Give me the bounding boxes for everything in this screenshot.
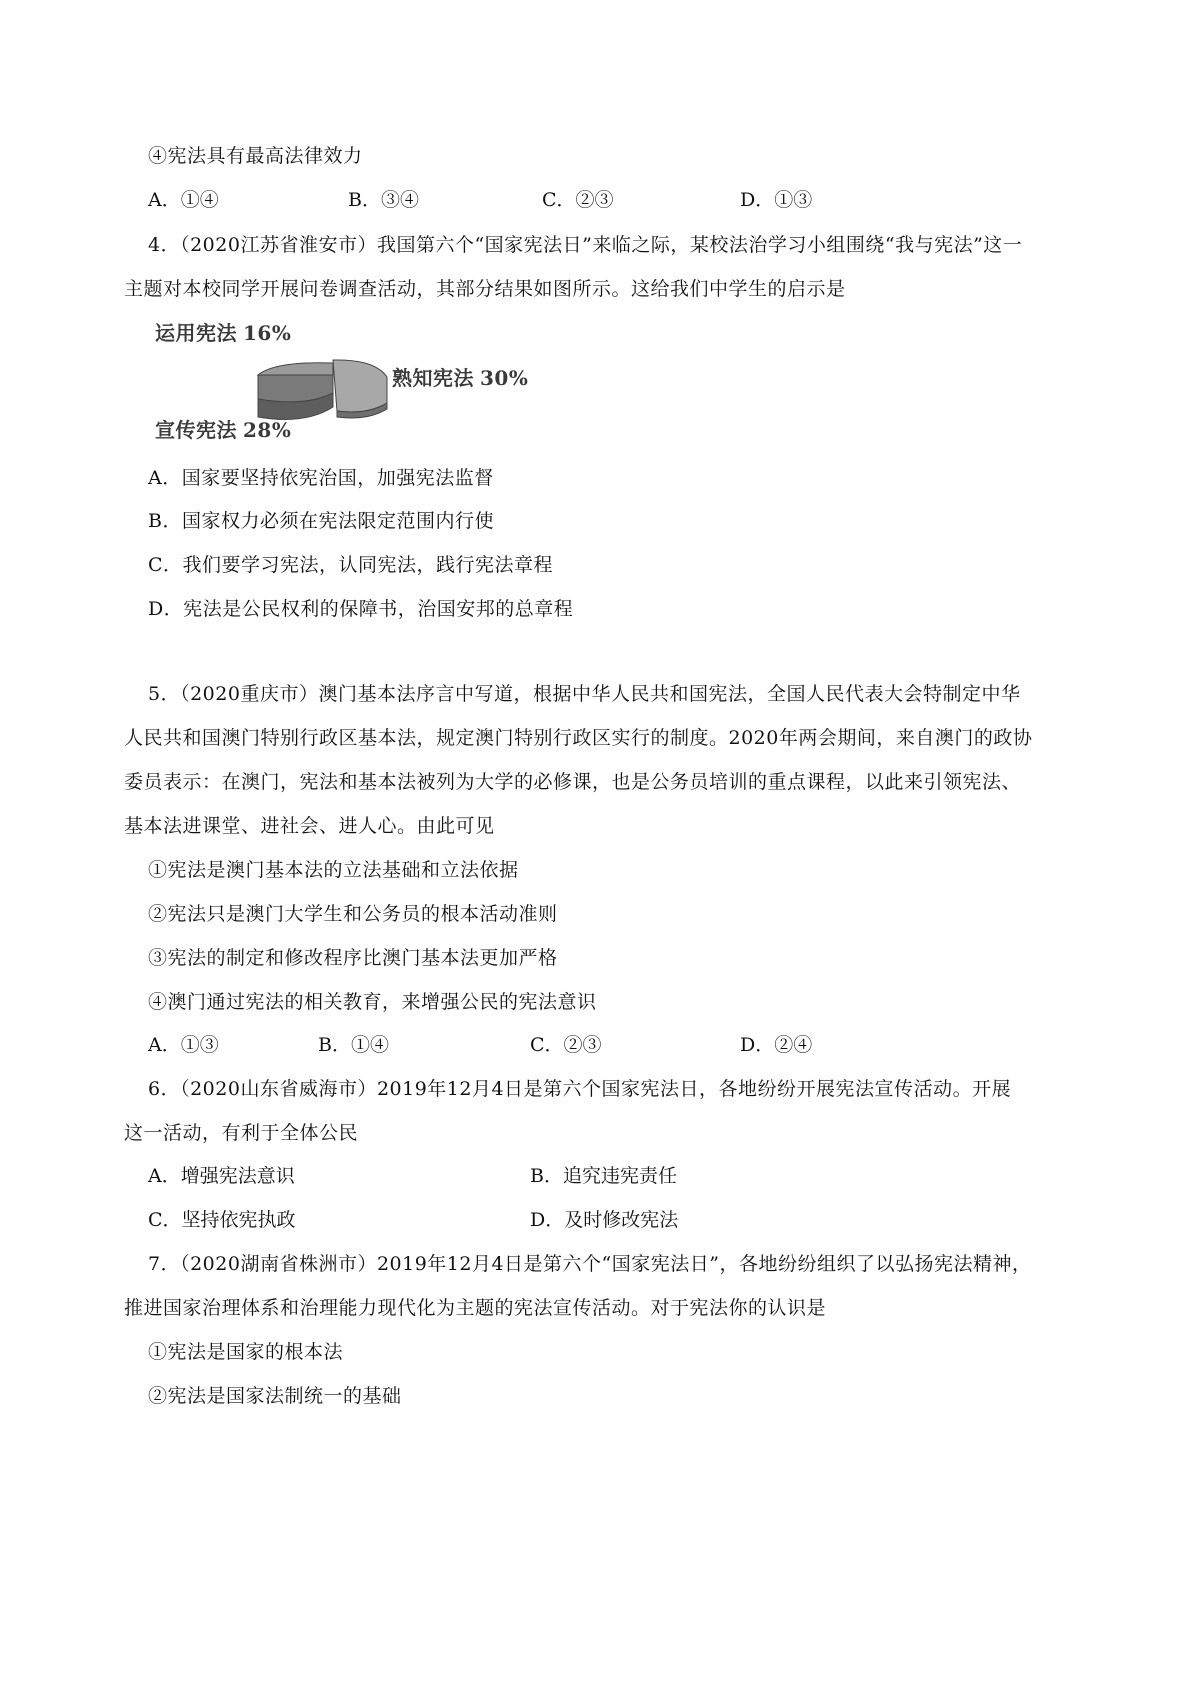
chart-label-publicity-value: 28% [243, 418, 292, 442]
q7-item-2: ②宪法是国家法制统一的基础 [148, 1385, 402, 1407]
q6-option-c: C．坚持依宪执政 [148, 1209, 296, 1231]
q6-stem-line-2: 这一活动，有利于全体公民 [124, 1122, 359, 1144]
q6-option-a: A．增强宪法意识 [148, 1165, 295, 1187]
q5-item-3: ③宪法的制定和修改程序比澳门基本法更加严格 [148, 947, 558, 969]
q3-item-4: ④宪法具有最高法律效力 [148, 145, 363, 167]
q5-item-1: ①宪法是澳门基本法的立法基础和立法依据 [148, 859, 519, 881]
q5-stem-line-2: 人民共和国澳门特别行政区基本法，规定澳门特别行政区实行的制度。2020年两会期间，来自澳门的政协 [124, 727, 1033, 749]
q6-option-d: D．及时修改宪法 [530, 1209, 679, 1231]
q5-option-b: B．①④ [318, 1034, 389, 1056]
chart-label-usage-value: 16% [243, 321, 292, 345]
q4-option-b: B．国家权力必须在宪法限定范围内行使 [148, 510, 494, 532]
q5-option-d: D．②④ [740, 1034, 813, 1056]
q4-option-c: C．我们要学习宪法，认同宪法，践行宪法章程 [148, 554, 554, 576]
q4-stem-line-1: 4．（2020江苏省淮安市）我国第六个“国家宪法日”来临之际，某校法治学习小组围绕“我与宪法”这一 [148, 234, 1023, 256]
chart-label-knowledge-name: 熟知宪法 [392, 366, 474, 390]
chart-label-usage [155, 320, 291, 346]
q7-stem-line-2: 推进国家治理体系和治理能力现代化为主题的宪法宣传活动。对于宪法你的认识是 [124, 1297, 827, 1319]
pie-slice-knowledge [333, 360, 387, 412]
chart-label-knowledge-value: 30% [480, 366, 529, 390]
chart-label-publicity [155, 417, 291, 443]
q5-stem-line-1: 5．（2020重庆市）澳门基本法序言中写道，根据中华人民共和国宪法，全国人民代表大会特制定中华 [148, 683, 1021, 705]
q3-option-a: A．①④ [148, 189, 219, 211]
q4-option-d: D．宪法是公民权利的保障书，治国安邦的总章程 [148, 598, 574, 620]
q6-option-b: B．追究违宪责任 [530, 1165, 677, 1187]
q5-item-2: ②宪法只是澳门大学生和公务员的根本活动准则 [148, 903, 558, 925]
q5-stem-line-3: 委员表示：在澳门，宪法和基本法被列为大学的必修课，也是公务员培训的重点课程，以此来引领宪法、 [124, 771, 1022, 793]
q5-option-a: A．①③ [148, 1034, 219, 1056]
pie-slice-publicity [258, 375, 333, 402]
q5-stem-line-4: 基本法进课堂、进社会、进人心。由此可见 [124, 815, 495, 837]
q7-stem-line-1: 7．（2020湖南省株洲市）2019年12月4日是第六个“国家宪法日”，各地纷纷组织了以弘扬宪法精神， [148, 1253, 1032, 1275]
q5-option-c: C．②③ [530, 1034, 602, 1056]
q3-option-d: D．①③ [740, 189, 813, 211]
chart-label-usage-name: 运用宪法 [155, 321, 237, 345]
q3-option-c: C．②③ [542, 189, 614, 211]
chart-label-publicity-name: 宣传宪法 [155, 418, 237, 442]
q7-item-1: ①宪法是国家的根本法 [148, 1341, 344, 1363]
q3-option-b: B．③④ [348, 189, 419, 211]
q4-stem-line-2: 主题对本校同学开展问卷调查活动，其部分结果如图所示。这给我们中学生的启示是 [124, 278, 846, 300]
q4-option-a: A．国家要坚持依宪治国，加强宪法监督 [148, 467, 494, 489]
chart-label-knowledge [392, 365, 528, 391]
q5-item-4: ④澳门通过宪法的相关教育，来增强公民的宪法意识 [148, 991, 597, 1013]
q6-stem-line-1: 6．（2020山东省威海市）2019年12月4日是第六个国家宪法日，各地纷纷开展宪法宣传活动。开展 [148, 1078, 1012, 1100]
pie-slice-usage [258, 363, 333, 375]
